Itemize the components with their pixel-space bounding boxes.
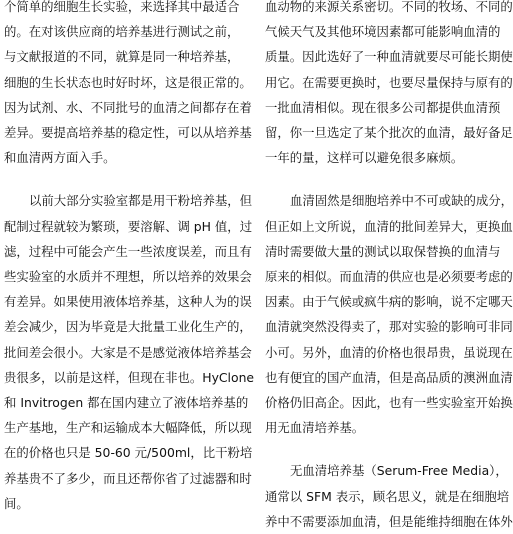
text-line: 养中不需要添加血清，但是能维持细胞在体外 (265, 513, 513, 529)
text-line: 生产基地，生产和运输成本大幅降低，所以现 (4, 420, 252, 436)
text-line: 因素。由于气候或疯牛病的影响，说不定哪天 (265, 294, 513, 310)
text-line: 有差异。如果使用液体培养基，这种人为的误 (4, 294, 252, 310)
text-line: 和血清两方面入手。 (4, 150, 116, 166)
right-column (265, 0, 513, 534)
text-line: 一批血清相似。现在很多公司都提供血清预 (265, 99, 501, 115)
text-line: 个简单的细胞生长实验，来选择其中最适合 (4, 0, 240, 14)
text-line: 因为试剂、水、不同批号的血清之间都存在着 (4, 99, 252, 115)
paragraph-gap (265, 170, 499, 188)
text-line: 些实验室的水质并不理想，所以培养的效果会 (4, 269, 252, 285)
text-line: 配制过程就较为繁琐，要溶解、调 pH 值，过 (4, 218, 253, 234)
left-paragraph-1 (4, 0, 252, 170)
right-paragraph-2 (265, 188, 513, 440)
paragraph-gap (4, 170, 238, 188)
text-line: 质量。因此选好了一种血清就要尽可能长期使 (265, 49, 513, 65)
text-line: 原来的相似。而血清的供应也是必须要考虑的 (265, 269, 513, 285)
text-line: 留，你一旦选定了某个批次的血清，最好备足 (265, 125, 513, 141)
text-line: 间。 (4, 495, 29, 511)
text-line: 价格仍旧高企。因此，也有一些实验室开始换 (265, 395, 513, 411)
text-line: 差会减少，因为毕竟是大批量工业化生产的， (4, 319, 252, 335)
right-paragraph-1 (265, 0, 513, 170)
left-paragraph-2 (4, 188, 255, 516)
text-line: 的。在对该供应商的培养基进行测试之前， (4, 24, 240, 40)
text-line: 在的价格也只是 50-60 元/500ml，比干粉培 (4, 445, 253, 461)
text-line: 和 Invitrogen 都在国内建立了液体培养基的 (4, 395, 249, 411)
right-paragraph-3 (265, 458, 513, 534)
text-line: 批间差会很小。大家是不是感觉液体培养基会 (4, 344, 252, 360)
paragraph-gap (265, 440, 499, 458)
text-line: 清时需要做大量的测试以取保替换的血清与 (265, 243, 501, 259)
text-line: 小可。另外，血清的价格也很昂贵，虽说现在 (265, 344, 513, 360)
text-line: 养基贵不了多少，而且还帮你省了过滤器和时 (4, 470, 252, 486)
text-line: 但正如上文所说，血清的批间差异大，更换血 (265, 218, 513, 234)
text-line: 以前大部分实验室都是用干粉培养基，但 (29, 193, 253, 209)
text-line: 细胞的生长状态也时好时坏，这是很正常的。 (4, 74, 252, 90)
text-line: 一年的量，这样可以避免很多麻烦。 (265, 150, 464, 166)
text-line: 用它。在需要更换时，也要尽量保持与原有的 (265, 74, 513, 90)
text-line: 滤，过程中可能会产生一些浓度误差，而且有 (4, 243, 252, 259)
text-line: 血清固然是细胞培养中不可或缺的成分， (290, 193, 513, 209)
text-line: 血动物的来源关系密切。不同的牧场、不同的 (265, 0, 513, 14)
text-line: 通常以 SFM 表示，顾名思义，就是在细胞培 (265, 488, 510, 504)
text-line: 气候天气及其他环境因素都可能影响血清的 (265, 24, 501, 40)
text-line: 用无血清培养基。 (265, 420, 365, 436)
text-line: 也有便宜的国产血清，但是高品质的澳洲血清 (265, 369, 513, 385)
left-column (4, 0, 255, 516)
text-line: 差异。要提高培养基的稳定性，可以从培养基 (4, 125, 252, 141)
text-line: 贵很多，以前是这样，但现在非也。HyClone (4, 369, 255, 385)
text-line: 血清就突然没得卖了，那对实验的影响可非同 (265, 319, 513, 335)
text-line: 无血清培养基（Serum-Free Media）， (290, 463, 508, 479)
text-line: 与文献报道的不同，就算是同一种培养基， (4, 49, 240, 65)
